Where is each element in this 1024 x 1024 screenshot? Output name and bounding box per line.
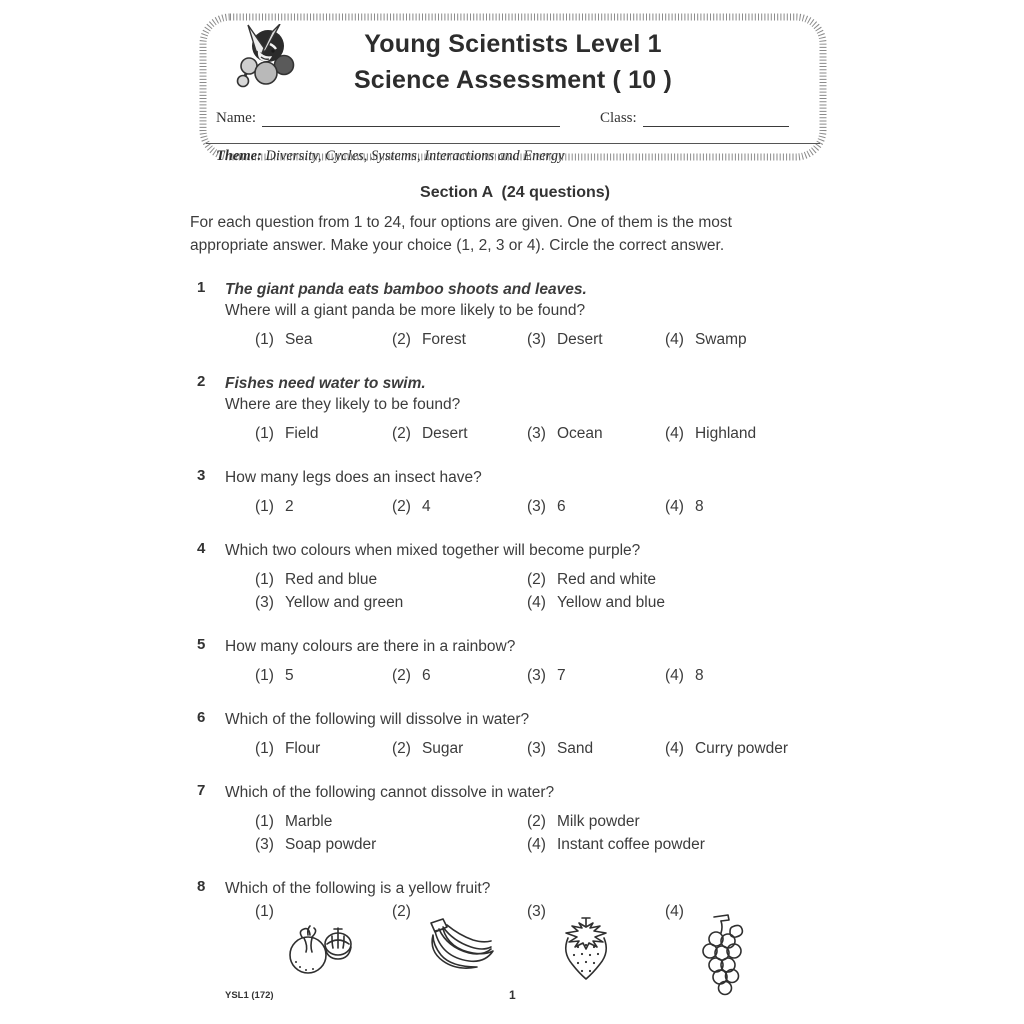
question-3 (190, 467, 840, 518)
section-instructions (190, 211, 840, 257)
option-4: (4) Curry powder (665, 740, 788, 757)
question-number: 3 (197, 467, 206, 484)
option-4: (4) Swamp (665, 331, 747, 348)
question-stem: Which of the following cannot dissolve in water? (225, 784, 555, 801)
theme-label: Theme: (216, 148, 262, 164)
question-7 (190, 782, 840, 856)
question-5 (190, 636, 840, 687)
question-number: 7 (197, 782, 206, 799)
header-divider (206, 143, 820, 144)
question-stem: Which two colours when mixed together will become purple? (225, 542, 641, 559)
class-blank-line (643, 111, 789, 127)
option-2: (2) 6 (392, 667, 431, 684)
option-1: (1) (255, 903, 392, 1001)
question-stem: Which of the following is a yellow fruit? (225, 880, 491, 897)
question-4 (190, 540, 840, 614)
theme-text: Diversity, Cycles, Systems, Interactions and Energy (261, 148, 565, 164)
question-6 (190, 709, 840, 760)
question-8 (190, 878, 840, 1001)
option-3: (3) Yellow and green (255, 594, 404, 611)
option-4: (4) Yellow and blue (527, 594, 665, 611)
footer-booklet-code: YSL1 (172) (225, 990, 274, 1001)
section-heading: Section A (24 questions) (420, 184, 610, 201)
question-number: 1 (197, 279, 206, 296)
question-stem: Which of the following will dissolve in water? (225, 711, 530, 728)
question-stem-emphasis: Fishes need water to swim. (225, 375, 426, 392)
question-1 (190, 279, 840, 351)
option-4: (4) Instant coffee powder (527, 836, 705, 853)
mangosteen-image (282, 913, 358, 985)
instructions-line-2: appropriate answer. Make your choice (1, 2, 3 or 4). Circle the correct answer. (190, 237, 725, 254)
name-class-row (216, 110, 808, 127)
option-2: (2) Forest (392, 331, 466, 348)
header-box (198, 12, 828, 162)
option-2: (2) Desert (392, 425, 468, 442)
option-3: (3) 6 (527, 498, 566, 515)
option-1: (1) Flour (255, 740, 321, 757)
option-3: (3) (527, 903, 665, 1001)
option-2: (2) 4 (392, 498, 431, 515)
header-titles (198, 26, 828, 98)
question-2 (190, 373, 840, 445)
option-2: (2) Red and white (527, 571, 657, 588)
name-blank-line (262, 111, 560, 127)
question-stem: Where will a giant panda be more likely to be found? (225, 302, 586, 319)
option-1: (1) Field (255, 425, 319, 442)
theme-row (216, 148, 565, 165)
class-label: Class: (599, 110, 637, 126)
footer-page-number: 1 (509, 988, 516, 1002)
option-1: (1) Marble (255, 813, 333, 830)
question-stem: Where are they likely to be found? (225, 396, 461, 413)
instructions-line-1: For each question from 1 to 24, four options are given. One of them is the most (190, 214, 732, 231)
option-4: (4) Highland (665, 425, 757, 442)
question-number: 2 (197, 373, 206, 390)
title-line-1: Young Scientists Level 1 (364, 30, 662, 58)
option-3: (3) Sand (527, 740, 594, 757)
option-3: (3) Soap powder (255, 836, 377, 853)
option-4: (4) 8 (665, 498, 704, 515)
option-1: (1) 2 (255, 498, 294, 515)
option-3: (3) Ocean (527, 425, 603, 442)
question-number: 5 (197, 636, 206, 653)
option-2: (2) Milk powder (527, 813, 640, 830)
option-3: (3) Desert (527, 331, 603, 348)
option-3: (3) 7 (527, 667, 566, 684)
worksheet-page (190, 0, 840, 1001)
option-1: (1) Red and blue (255, 571, 378, 588)
title-line-2: Science Assessment ( 10 ) (353, 66, 673, 94)
option-1: (1) Sea (255, 331, 313, 348)
question-stem-emphasis: The giant panda eats bamboo shoots and leaves. (225, 281, 587, 298)
option-4: (4) (665, 903, 840, 1001)
question-number: 8 (197, 878, 206, 895)
option-2: (2) Sugar (392, 740, 464, 757)
question-number: 4 (197, 540, 206, 557)
question-stem: How many legs does an insect have? (225, 469, 482, 486)
option-1: (1) 5 (255, 667, 294, 684)
option-2: (2) (392, 903, 527, 1001)
option-4: (4) 8 (665, 667, 704, 684)
question-number: 6 (197, 709, 206, 726)
strawberry-image (554, 913, 618, 989)
bananas-image (419, 913, 499, 979)
name-label: Name: (216, 110, 256, 126)
question-stem: How many colours are there in a rainbow? (225, 638, 516, 655)
grapes-image (692, 913, 752, 1001)
